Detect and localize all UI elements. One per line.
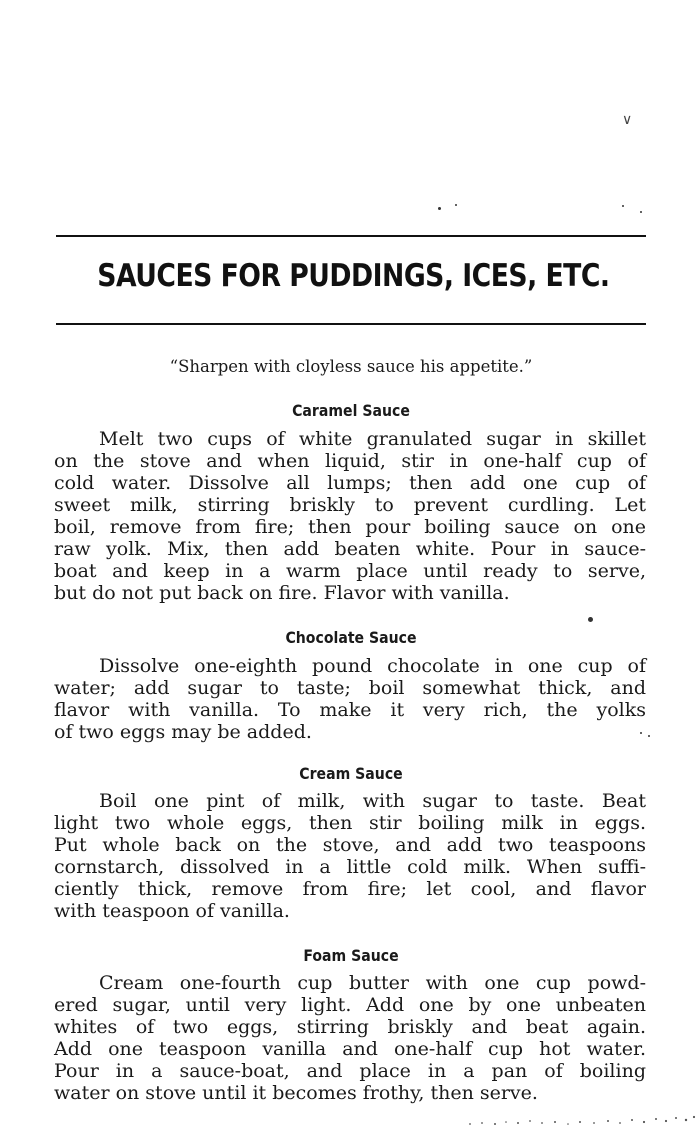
text-line: ered sugar, until very light. Add one by one unbeaten bbox=[54, 994, 646, 1016]
text-line: flavor with vanilla. To make it very rich, the yolks bbox=[54, 699, 646, 721]
recipe-body-foam bbox=[54, 972, 646, 1104]
header-rule-top bbox=[56, 235, 646, 237]
print-speck bbox=[648, 735, 650, 737]
print-speck bbox=[640, 211, 642, 213]
print-speck bbox=[455, 204, 457, 206]
text-line: Put whole back on the stove, and add two teaspoons bbox=[54, 834, 646, 856]
text-line: Pour in a sauce-boat, and place in a pan of boiling bbox=[54, 1060, 646, 1082]
text-line: water; add sugar to taste; boil somewhat thick, and bbox=[54, 677, 646, 699]
corner-mark: ∨ bbox=[622, 112, 633, 128]
page-title: SAUCES FOR PUDDINGS, ICES, ETC. bbox=[97, 258, 610, 294]
text-line: Boil one pint of milk, with sugar to taste. Beat bbox=[99, 790, 646, 812]
recipe-title-caramel: Caramel Sauce bbox=[292, 401, 410, 420]
print-speck bbox=[640, 732, 642, 734]
header-rule-bottom bbox=[56, 323, 646, 325]
recipe-body-cream bbox=[54, 790, 646, 922]
text-line: sweet milk, stirring briskly to prevent curdling. Let bbox=[54, 494, 646, 516]
text-line: Melt two cups of white granulated sugar in skillet bbox=[99, 428, 646, 450]
text-line: boil, remove from fire; then pour boiling sauce on one bbox=[54, 516, 646, 538]
recipe-title-foam: Foam Sauce bbox=[303, 946, 399, 965]
text-line: raw yolk. Mix, then add beaten white. Pour in sauce- bbox=[54, 538, 646, 560]
recipe-title-cream: Cream Sauce bbox=[299, 764, 403, 783]
print-speck bbox=[588, 617, 593, 622]
text-line: ciently thick, remove from fire; let cool, and flavor bbox=[54, 878, 646, 900]
text-line: boat and keep in a warm place until ready to serve, bbox=[54, 560, 646, 582]
recipe-body-caramel bbox=[54, 428, 646, 604]
text-line: water on stove until it becomes frothy, then serve. bbox=[54, 1082, 538, 1104]
text-line: whites of two eggs, stirring briskly and beat again. bbox=[54, 1016, 646, 1038]
text-line: Cream one-fourth cup butter with one cup powd- bbox=[99, 972, 646, 994]
epigraph: “Sharpen with cloyless sauce his appetite.” bbox=[169, 357, 533, 376]
text-line: on the stove and when liquid, stir in one-half cup of bbox=[54, 450, 646, 472]
text-line: cornstarch, dissolved in a little cold milk. When suffi- bbox=[54, 856, 646, 878]
recipe-body-chocolate bbox=[54, 655, 646, 743]
text-line: cold water. Dissolve all lumps; then add one cup of bbox=[54, 472, 646, 494]
text-line: Dissolve one-eighth pound chocolate in one cup of bbox=[99, 655, 646, 677]
text-line: but do not put back on fire. Flavor with vanilla. bbox=[54, 582, 510, 604]
print-speck bbox=[622, 205, 624, 207]
scan-noise bbox=[460, 1112, 700, 1128]
text-line: with teaspoon of vanilla. bbox=[54, 900, 290, 922]
text-line: of two eggs may be added. bbox=[54, 721, 312, 743]
recipe-title-chocolate: Chocolate Sauce bbox=[285, 628, 417, 647]
text-line: Add one teaspoon vanilla and one-half cup hot water. bbox=[54, 1038, 646, 1060]
text-line: light two whole eggs, then stir boiling milk in eggs. bbox=[54, 812, 646, 834]
print-speck bbox=[438, 207, 441, 210]
